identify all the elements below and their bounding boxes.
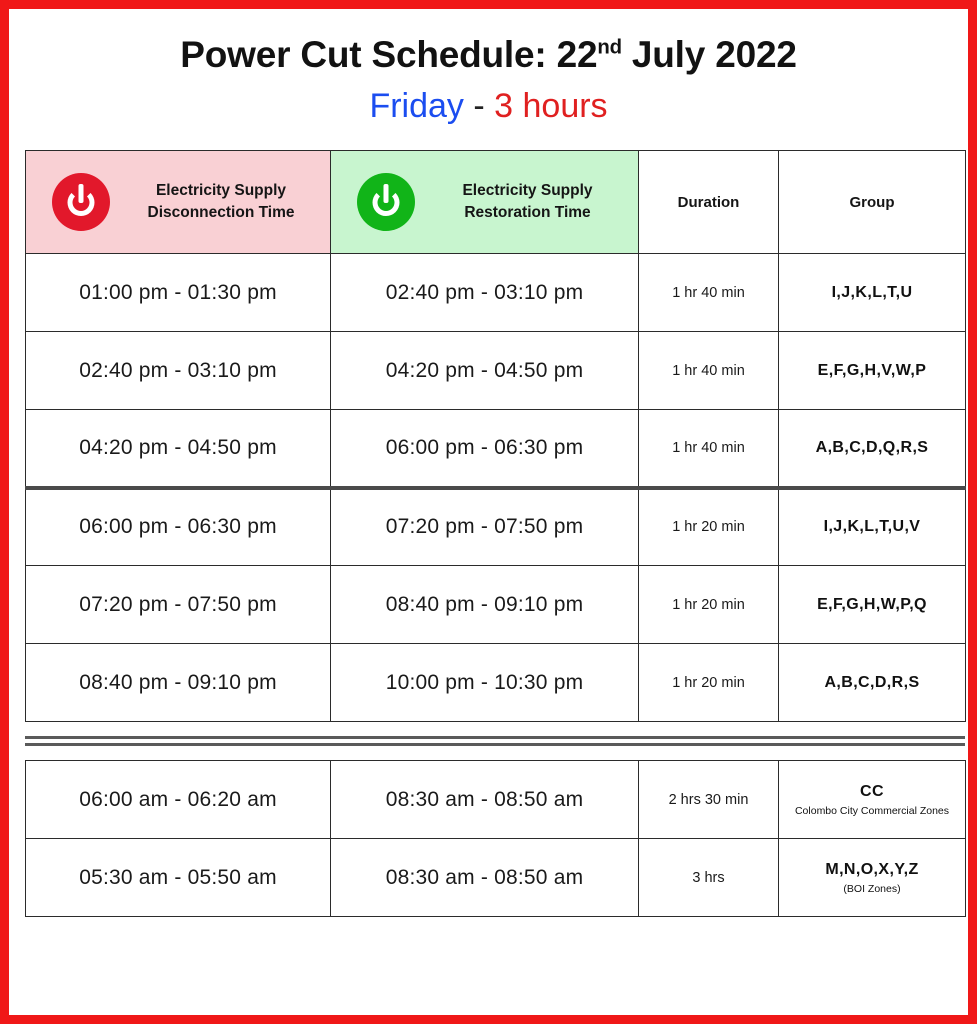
cell-group-note: (BOI Zones) (843, 882, 901, 895)
page-title (25, 35, 952, 76)
cell-restoration: 08:40 pm - 09:10 pm (331, 566, 639, 644)
cell-group-code: CC (860, 782, 884, 800)
cell-duration: 1 hr 20 min (639, 566, 779, 644)
cell-duration: 1 hr 20 min (639, 644, 779, 722)
cell-disconnection: 08:40 pm - 09:10 pm (26, 644, 331, 722)
cell-group: A,B,C,D,Q,R,S (779, 410, 966, 488)
cell-disconnection: 06:00 am - 06:20 am (26, 761, 331, 839)
cell-group: I,J,K,L,T,U,V (779, 488, 966, 566)
cell-disconnection: 05:30 am - 05:50 am (26, 839, 331, 917)
schedule-table-secondary (25, 760, 966, 917)
cell-restoration: 06:00 pm - 06:30 pm (331, 410, 639, 488)
cell-disconnection: 02:40 pm - 03:10 pm (26, 332, 331, 410)
cell-duration: 1 hr 20 min (639, 488, 779, 566)
cell-group: A,B,C,D,R,S (779, 644, 966, 722)
page-title-ordinal: nd (597, 36, 622, 59)
table-header-row (26, 151, 966, 254)
subtitle-day: Friday (369, 86, 464, 125)
table-row (26, 332, 966, 410)
cell-group-note: Colombo City Commercial Zones (794, 804, 950, 817)
cell-duration: 2 hrs 30 min (639, 761, 779, 839)
power-icon-green (357, 173, 415, 231)
cell-restoration: 08:30 am - 08:50 am (331, 761, 639, 839)
cell-restoration: 08:30 am - 08:50 am (331, 839, 639, 917)
header-restoration (331, 151, 639, 254)
cell-disconnection: 06:00 pm - 06:30 pm (26, 488, 331, 566)
cell-group: I,J,K,L,T,U (779, 254, 966, 332)
section-divider (25, 736, 952, 746)
page-subtitle (25, 88, 952, 125)
subtitle-dash: - (473, 86, 485, 125)
cell-restoration: 10:00 pm - 10:30 pm (331, 644, 639, 722)
power-icon-red (52, 173, 110, 231)
header-restoration-line1: Electricity Supply (462, 181, 593, 199)
cell-restoration: 02:40 pm - 03:10 pm (331, 254, 639, 332)
page-title-prefix: Power Cut Schedule: 22 (180, 34, 598, 75)
table-row (26, 410, 966, 488)
cell-disconnection: 01:00 pm - 01:30 pm (26, 254, 331, 332)
table-row (26, 839, 966, 917)
table-row (26, 566, 966, 644)
page-title-suffix: July 2022 (621, 34, 797, 75)
cell-disconnection: 04:20 pm - 04:50 pm (26, 410, 331, 488)
table-row (26, 488, 966, 566)
header-disconnection (26, 151, 331, 254)
cell-duration: 1 hr 40 min (639, 332, 779, 410)
table-row (26, 254, 966, 332)
cell-restoration: 04:20 pm - 04:50 pm (331, 332, 639, 410)
schedule-table (25, 150, 966, 722)
cell-group: E,F,G,H,V,W,P (779, 332, 966, 410)
cell-disconnection: 07:20 pm - 07:50 pm (26, 566, 331, 644)
cell-group (779, 839, 966, 917)
cell-restoration: 07:20 pm - 07:50 pm (331, 488, 639, 566)
cell-group-code: M,N,O,X,Y,Z (825, 860, 919, 878)
header-group: Group (779, 151, 966, 254)
header-disconnection-label (124, 180, 330, 225)
table-row (26, 644, 966, 722)
header-disconnection-line1: Electricity Supply (155, 181, 287, 199)
cell-duration: 1 hr 40 min (639, 254, 779, 332)
header-restoration-label (429, 180, 638, 225)
cell-duration: 1 hr 40 min (639, 410, 779, 488)
header-duration: Duration (639, 151, 779, 254)
cell-duration: 3 hrs (639, 839, 779, 917)
cell-group: E,F,G,H,W,P,Q (779, 566, 966, 644)
header-disconnection-line2: Disconnection Time (147, 204, 295, 222)
subtitle-hours: 3 hours (494, 86, 608, 125)
header-restoration-line2: Restoration Time (464, 204, 591, 222)
table-row (26, 761, 966, 839)
cell-group (779, 761, 966, 839)
